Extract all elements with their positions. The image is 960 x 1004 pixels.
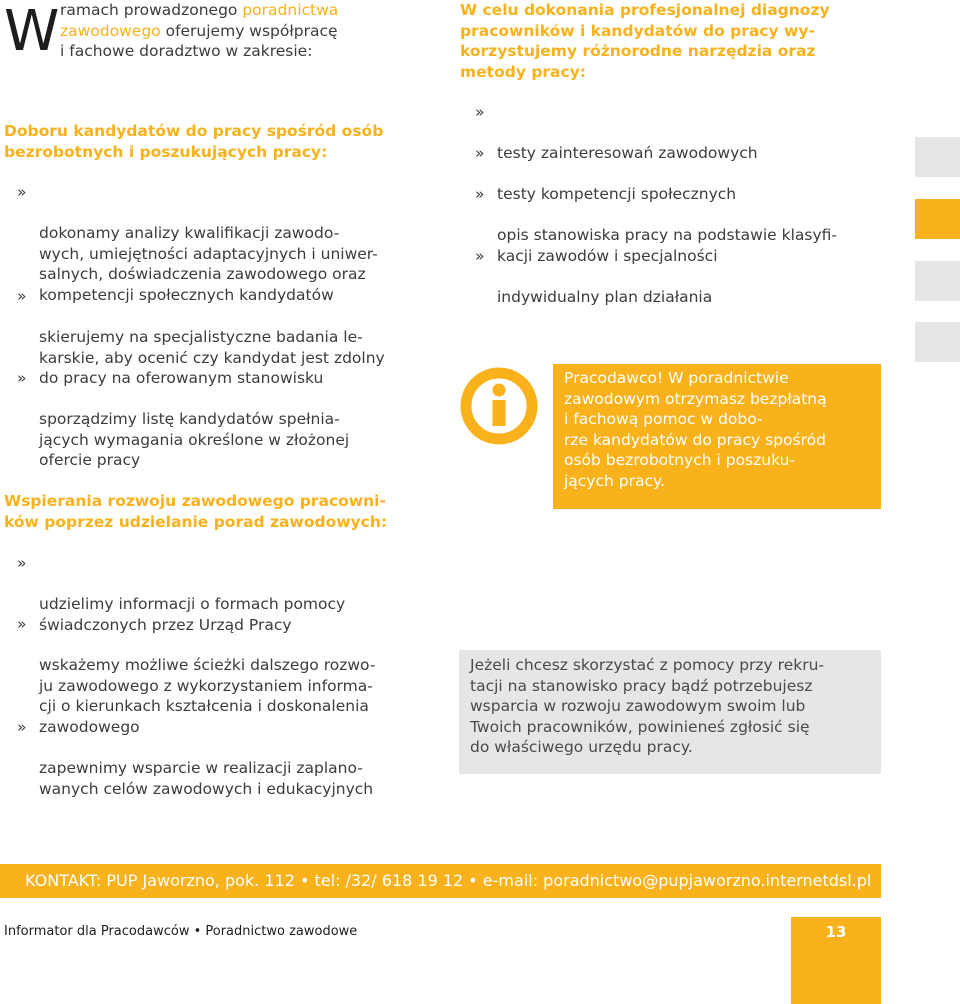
drop-cap: W — [4, 0, 60, 64]
list-item: » testy kompetencji społecznych — [475, 144, 737, 203]
side-square-grey — [915, 261, 960, 301]
intro-line-3: i fachowe doradztwo w zakresie: — [60, 42, 313, 60]
section1-heading: Doboru kandydatów do pracy spośród osób bezrobotnych i poszukujących pracy: — [4, 122, 384, 161]
info-box — [553, 364, 881, 509]
list-item: » dokonamy analizy kwalifikacji zawodo- wych, umiejętności adaptacyjnych i uniwer- salnych, doświadczenia zawodowego oraz kompetencji społecznych kandydatów — [17, 183, 378, 304]
list-item: » skierujemy na specjalistyczne badania le- karskie, aby ocenić czy kandydat jest zdolny do pracy na oferowanym stanowisku — [17, 287, 385, 387]
list-item: » wskażemy możliwe ścieżki dalszego rozwo- ju zawodowego z wykorzystaniem informa- cji o kierunkach kształcenia i doskonalenia zawodowego — [17, 615, 376, 736]
info-box-text: Pracodawco! W poradnictwie zawodowym otrzymasz bezpłatną i fachową pomoc w dobo- rze kandydatów do pracy spośród osób bezrobotnych i poszuku- jących pracy. — [564, 369, 827, 490]
intro-line-2: zawodowego oferujemy współpracę — [60, 21, 338, 40]
list-item: » indywidualny plan działania — [475, 247, 713, 306]
section2-heading: Wspierania rozwoju zawodowego pracowni- ków poprzez udzielanie porad zawodowych: — [4, 492, 388, 531]
grey-note-box — [459, 650, 881, 774]
intro — [4, 0, 424, 70]
page-number: 13 — [791, 917, 881, 1004]
side-square-orange — [915, 199, 960, 239]
list-item: » zapewnimy wsparcie w realizacji zaplano- wanych celów zawodowych i edukacyjnych — [17, 718, 374, 798]
info-icon — [459, 366, 539, 446]
list-item: » opis stanowiska pracy na podstawie klasyfi- kacji zawodów i specjalności — [475, 185, 838, 265]
intro-line-1: ramach prowadzonego poradnictwa — [60, 1, 339, 19]
list-item: » sporządzimy listę kandydatów spełnia- jących wymagania określone w złożonej ofercie pracy — [17, 369, 350, 469]
side-square-grey — [915, 137, 960, 177]
side-square-grey — [915, 322, 960, 362]
list-item: » udzielimy informacji o formach pomocy świadczonych przez Urząd Pracy — [17, 554, 346, 634]
contact-bar — [0, 864, 881, 898]
footer-text: Informator dla Pracodawców • Poradnictwo zawodowe — [4, 924, 358, 939]
list-item: » testy zainteresowań zawodowych — [475, 103, 758, 162]
grey-note-text: Jeżeli chcesz skorzystać z pomocy przy rekru- tacji na stanowisko pracy bądź potrzebujesz wsparcia w rozwoju zawodowym swoim lub Twoich pracowników, powinieneś zgłosić się do właściwego urzędu pracy. — [470, 656, 824, 756]
contact-text: KONTAKT: PUP Jaworzno, pok. 112 • tel: /32/ 618 19 12 • e-mail: poradnictwo@pupjaworzno.internetdsl.pl — [25, 871, 872, 890]
section3-heading: W celu dokonania profesjonalnej diagnozy pracowników i kandydatów do pracy wy- korzystujemy różnorodne narzędzia oraz metody pracy: — [460, 1, 830, 81]
